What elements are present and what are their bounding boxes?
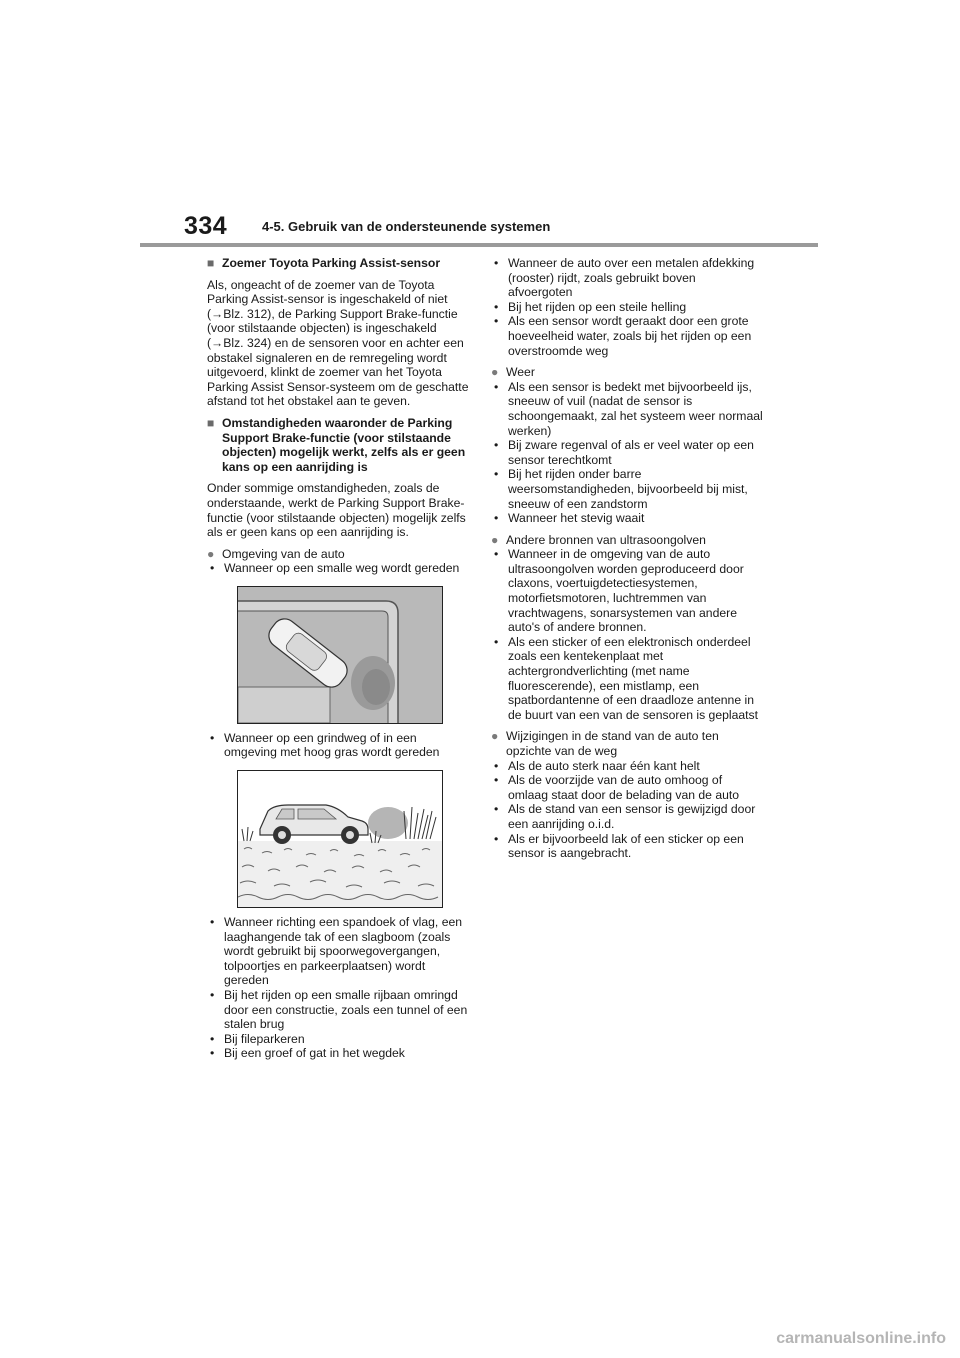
list-item: • Wanneer richting een spandoek of vlag, een laaghangende tak of een slagboom (zoals wordt gebruikt bij spoorwegovergangen, tolpoortjes en parkeerplaatsen) wordt gereden <box>207 915 469 988</box>
bullet-list <box>207 731 469 760</box>
category-vehicle-attitude: ● Wijzigingen in de stand van de auto ten opzichte van de weg <box>491 729 719 758</box>
circle-bullet-icon: ● <box>491 729 499 744</box>
list-item: • Wanneer in de omgeving van de auto ultrasoongolven worden geproduceerd door claxons, voertuigdetectiesystemen, motorfietsmotoren, luchtremmen van vrachtwagens, sonarsystemen van andere auto's of andere bronnen. <box>491 547 763 635</box>
gravel-road-svg <box>238 771 442 907</box>
list-item: • Wanneer de auto over een metalen afdekking (rooster) rijdt, zoals gebruikt boven afvoergoten <box>491 256 763 300</box>
category-ultrasonic: ● Andere bronnen van ultrasoongolven <box>491 532 706 547</box>
narrow-road-illustration <box>237 586 443 724</box>
list-item: • Als een sticker of een elektronisch onderdeel zoals een kentekenplaat met achtergrondverlichting (met name fluorescerende), een mistlamp, een spatbordantenne of een draadloze antenne in de buurt van een van de sensoren is geplaatst <box>491 635 763 723</box>
heading-buzzer: ■ Zoemer Toyota Parking Assist-sensor <box>207 256 441 270</box>
list-item: • Als er bijvoorbeeld lak of een sticker op een sensor is aangebracht. <box>491 832 763 861</box>
circle-bullet-icon: ● <box>491 365 499 380</box>
section-title: 4-5. Gebruik van de ondersteunende systemen <box>262 219 551 234</box>
list-item: • Als een sensor wordt geraakt door een grote hoeveelheid water, zoals bij het rijden op een overstroomde weg <box>491 314 763 358</box>
left-column <box>207 256 469 1061</box>
page-number: 334 <box>184 212 228 240</box>
list-item: • Als een sensor is bedekt met bijvoorbeeld ijs, sneeuw of vuil (nadat de sensor is schoongemaakt, zal het systeem weer normaal werken) <box>491 380 763 438</box>
bullet-list <box>491 256 763 358</box>
list-item: • Als de auto sterk naar één kant helt <box>491 759 763 774</box>
heading-conditions: ■ Omstandigheden waaronder de Parking Support Brake-functie (voor stilstaande objecten) mogelijk werkt, zelfs als er geen kans op een aanrijding is <box>207 415 466 474</box>
bullet-list <box>491 759 763 861</box>
circle-bullet-icon: ● <box>207 546 215 561</box>
list-item: • Bij fileparkeren <box>207 1032 469 1047</box>
circle-bullet-icon: ● <box>491 532 499 547</box>
bullet-list <box>207 915 469 1061</box>
square-bullet-icon: ■ <box>207 415 215 430</box>
header-rule <box>140 243 818 247</box>
paragraph-buzzer: Als, ongeacht of de zoemer van de Toyota Parking Assist-sensor is ingeschakeld of niet (→Blz. 312), de Parking Support Brake-functie (voor stilstaande objecten) is ingeschakeld (→Blz. 324) en de sensoren voor en achter een obstakel signaleren en de remregeling wordt uitgevoerd, klinkt de zoemer van het Toyota Parking Assist Sensor-systeem om de geschatte afstand tot het obstakel aan te geven. <box>207 277 469 409</box>
square-bullet-icon: ■ <box>207 256 215 270</box>
category-weather: ● Weer <box>491 365 535 380</box>
bullet-list <box>491 380 763 526</box>
list-item: • Bij een groef of gat in het wegdek <box>207 1046 469 1061</box>
list-item: • Wanneer op een smalle weg wordt gereden <box>207 561 469 576</box>
gravel-road-illustration <box>237 770 443 908</box>
list-item: • Als de stand van een sensor is gewijzigd door een aanrijding o.i.d. <box>491 802 763 831</box>
category-surroundings: ● Omgeving van de auto <box>207 546 345 561</box>
right-column <box>491 256 763 868</box>
list-item: • Wanneer op een grindweg of in een omgeving met hoog gras wordt gereden <box>207 731 469 760</box>
list-item: • Bij zware regenval of als er veel water op een sensor terechtkomt <box>491 438 763 467</box>
list-item: • Bij het rijden op een steile helling <box>491 300 763 315</box>
watermark: carmanualsonline.info <box>776 1330 946 1347</box>
list-item: • Bij het rijden onder barre weersomstandigheden, bijvoorbeeld bij mist, sneeuw of een zandstorm <box>491 467 763 511</box>
bullet-list <box>491 547 763 722</box>
list-item: • Wanneer het stevig waait <box>491 511 763 526</box>
narrow-road-svg <box>238 587 442 723</box>
list-item: • Als de voorzijde van de auto omhoog of omlaag staat door de belading van de auto <box>491 773 763 802</box>
list-item: • Bij het rijden op een smalle rijbaan omringd door een constructie, zoals een tunnel of een stalen brug <box>207 988 469 1032</box>
bullet-list <box>207 561 469 576</box>
paragraph-conditions: Onder sommige omstandigheden, zoals de onderstaande, werkt de Parking Support Brake-functie (voor stilstaande objecten) mogelijk zelfs als er geen kans op een aanrijding is. <box>207 481 466 540</box>
